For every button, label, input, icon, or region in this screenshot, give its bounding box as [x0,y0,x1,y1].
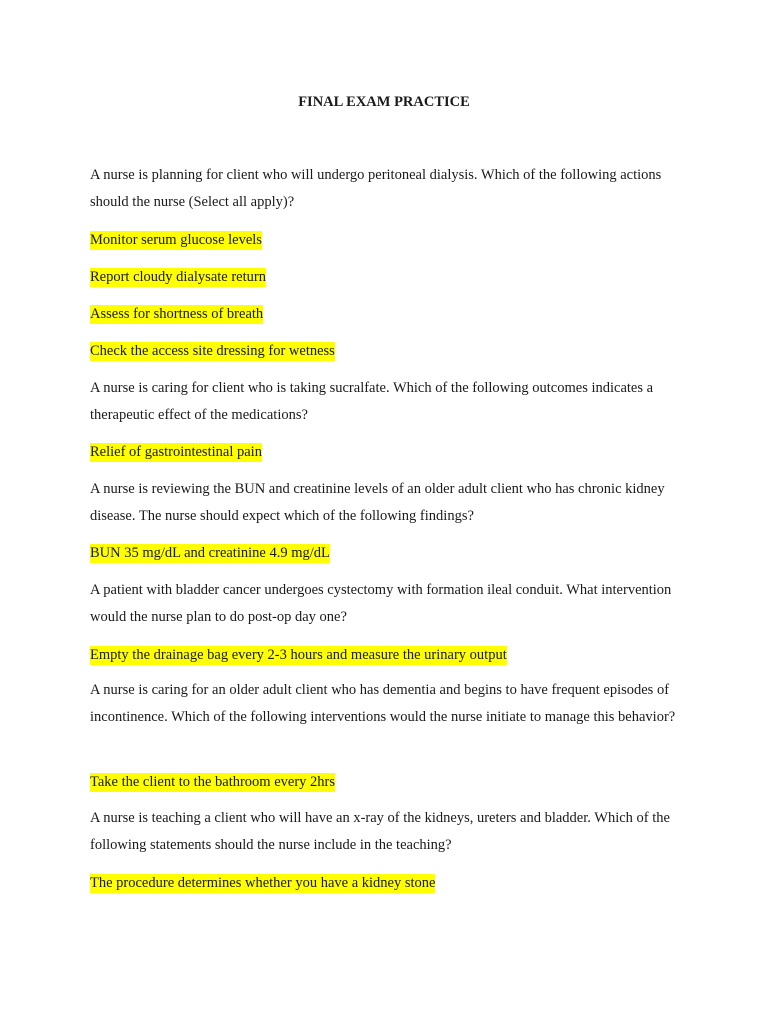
highlighted-answer: BUN 35 mg/dL and creatinine 4.9 mg/dL [90,545,330,561]
answer-2 [90,442,690,462]
highlighted-answer: Check the access site dressing for wetness [90,343,335,359]
highlighted-answer: Take the client to the bathroom every 2hrs [90,774,335,790]
question-5: A nurse is caring for an older adult client who has dementia and begins to have frequent episodes of incontinence. Which of the following interventions would the nurse initiate to manage this behavior? [90,682,676,725]
answer-6 [90,873,690,893]
answer-1b [90,267,690,287]
answer-1a [90,230,690,250]
answer-3 [90,543,690,563]
highlighted-answer: Assess for shortness of breath [90,306,264,322]
question-3: A nurse is reviewing the BUN and creatinine levels of an older adult client who has chronic kidney disease. The nurse should expect which of the following findings? [90,481,665,524]
highlighted-answer: The procedure determines whether you have a kidney stone [90,875,436,891]
question-2: A nurse is caring for client who is taking sucralfate. Which of the following outcomes indicates a therapeutic effect of the medications? [90,380,654,423]
answer-1c [90,304,690,324]
highlighted-answer: Empty the drainage bag every 2-3 hours and measure the urinary output [90,647,507,663]
question-4: A patient with bladder cancer undergoes cystectomy with formation ileal conduit. What intervention would the nurse plan to do post-op day one? [90,582,672,625]
highlighted-answer: Relief of gastrointestinal pain [90,444,262,460]
answer-5 [90,772,690,792]
page-title: FINAL EXAM PRACTICE [298,94,470,110]
highlighted-answer: Monitor serum glucose levels [90,232,262,248]
answer-4 [90,645,690,665]
question-1: A nurse is planning for client who will undergo peritoneal dialysis. Which of the following actions should the nurse (Select all apply)? [90,167,662,210]
question-6: A nurse is teaching a client who will have an x-ray of the kidneys, ureters and bladder. Which of the following statements should the nurse include in the teaching? [90,810,670,853]
answer-1d [90,341,690,361]
highlighted-answer: Report cloudy dialysate return [90,269,266,285]
